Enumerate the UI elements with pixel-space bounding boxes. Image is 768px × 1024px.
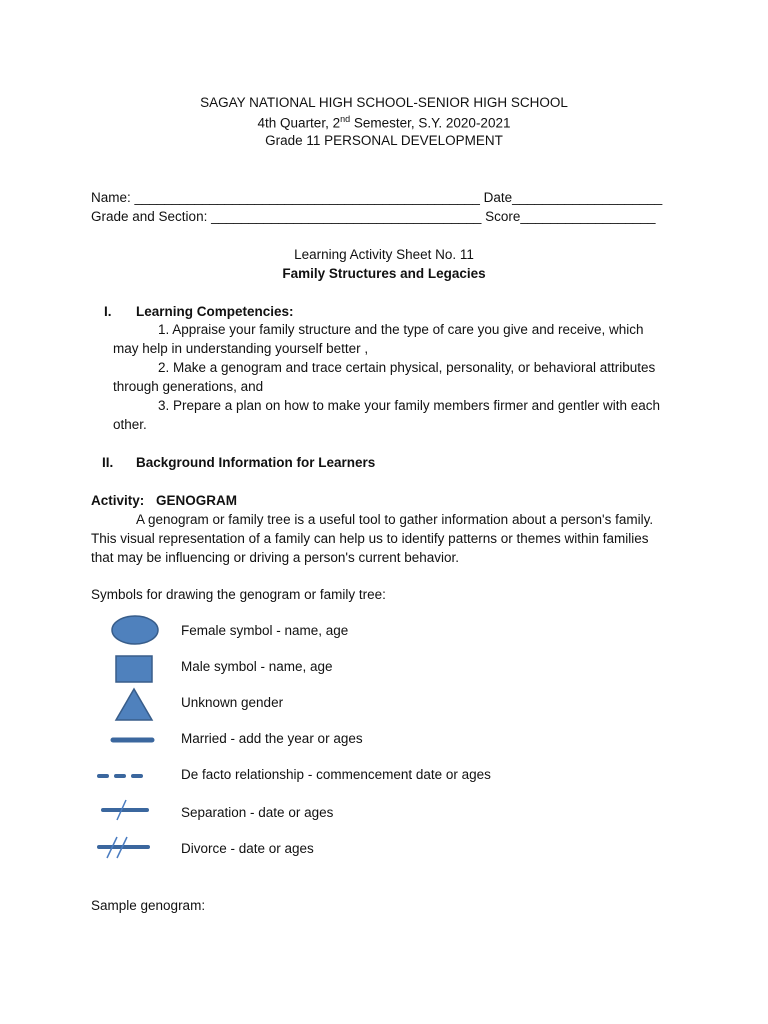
quarter-superscript: nd [340, 114, 351, 124]
dashed-line-icon [95, 770, 151, 782]
competency-2-line-1: 2. Make a genogram and trace certain physical, personality, or behavioral attributes [158, 360, 656, 375]
course-title: Grade 11 PERSONAL DEVELOPMENT [265, 133, 503, 148]
section-score-field[interactable]: Grade and Section: ____________________________________ Score__________________ [91, 209, 656, 224]
sheet-title: Family Structures and Legacies [282, 266, 486, 281]
activity-line-3: that may be influencing or driving a person's current behavior. [91, 550, 460, 565]
competency-2-line-2: through generations, and [113, 379, 264, 394]
activity-label: Activity: [91, 493, 145, 508]
activity-line-2: This visual representation of a family can help us to identify patterns or themes within families [91, 531, 649, 546]
solid-line-icon [110, 734, 156, 746]
square-icon [114, 654, 156, 686]
separation-label: Separation - date or ages [181, 805, 334, 820]
symbols-intro: Symbols for drawing the genogram or family tree: [91, 587, 386, 602]
single-slash-line-icon [100, 798, 152, 824]
quarter-prefix: 4th Quarter, 2 [257, 115, 341, 131]
section-2-heading: Background Information for Learners [136, 455, 376, 470]
sample-genogram-label: Sample genogram: [91, 898, 206, 913]
married-label: Married - add the year or ages [181, 731, 363, 746]
male-symbol-label: Male symbol - name, age [181, 659, 333, 674]
double-slash-line-icon [96, 835, 154, 861]
section-1-heading: Learning Competencies: [136, 304, 294, 319]
name-date-field[interactable]: Name: ______________________________________________ Date____________________ [91, 190, 663, 205]
quarter-line [0, 114, 768, 131]
sheet-number: Learning Activity Sheet No. 11 [294, 247, 474, 262]
school-name: SAGAY NATIONAL HIGH SCHOOL-SENIOR HIGH SCHOOL [200, 95, 568, 110]
divorce-label: Divorce - date or ages [181, 841, 314, 856]
competency-1-line-2: may help in understanding yourself better , [113, 341, 369, 356]
ellipse-icon [110, 614, 162, 648]
competency-1-line-1: 1. Appraise your family structure and the type of care you give and receive, which [158, 322, 644, 337]
activity-name: GENOGRAM [156, 493, 237, 508]
de-facto-label: De facto relationship - commencement date or ages [181, 767, 491, 782]
female-symbol-label: Female symbol - name, age [181, 623, 349, 638]
unknown-gender-label: Unknown gender [181, 695, 284, 710]
section-2-numeral: II. [102, 455, 114, 470]
quarter-suffix: Semester, S.Y. 2020-2021 [350, 115, 511, 131]
activity-line-1: A genogram or family tree is a useful tool to gather information about a person's family. [136, 512, 654, 527]
competency-3-line-1: 3. Prepare a plan on how to make your family members firmer and gentler with each [158, 398, 660, 413]
section-1-numeral: I. [104, 304, 112, 319]
triangle-icon [114, 687, 156, 723]
competency-3-line-2: other. [113, 417, 147, 432]
